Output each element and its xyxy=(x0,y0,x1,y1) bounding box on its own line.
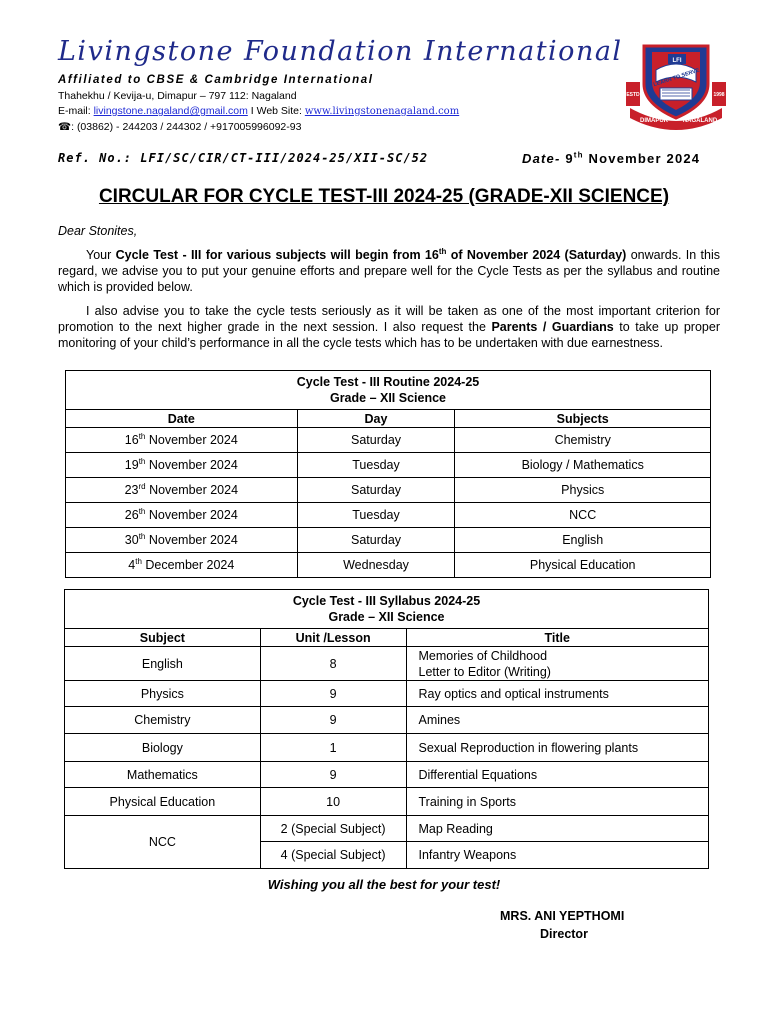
p1-text-d: onwards. In this regard, we advise you to put your genuine efforts and prepare well for the Cycle Tests as per the syllabus and routine which is provided below. xyxy=(58,248,721,294)
p1-text-b: Cycle Test - III for various subjects will begin from 16 xyxy=(115,248,439,262)
syllabus-title-cell: Ray optics and optical instruments xyxy=(406,681,709,707)
table-row xyxy=(66,553,711,578)
syllabus-unit: 10 xyxy=(260,788,406,816)
syllabus-title-cell: Infantry Weapons xyxy=(406,842,709,869)
website-link[interactable]: www.livingstonenagaland.com xyxy=(304,106,460,117)
routine-subject: NCC xyxy=(455,503,711,528)
phone-line: ☎: (03862) - 244203 / 244302 / +917005996092-93 xyxy=(58,121,302,133)
syllabus-unit: 9 xyxy=(260,762,406,788)
syllabus-title-cell: Training in Sports xyxy=(406,788,709,816)
routine-day: Tuesday xyxy=(297,453,455,478)
p1-text-c: of November 2024 (Saturday) xyxy=(446,248,627,262)
table-row xyxy=(66,428,711,453)
syllabus-title-cell: Differential Equations xyxy=(406,762,709,788)
routine-subject: Physical Education xyxy=(455,553,711,578)
signatory-designation: Director xyxy=(540,927,588,941)
date-suffix: th xyxy=(573,150,584,160)
routine-subtitle: Grade – XII Science xyxy=(329,391,447,405)
routine-subject: Chemistry xyxy=(455,428,711,453)
syllabus-subject: Mathematics xyxy=(65,762,261,788)
syllabus-subject: Physical Education xyxy=(65,788,261,816)
table-row xyxy=(66,478,711,503)
logo-bottom-right-text: NAGALAND xyxy=(682,118,718,124)
routine-date: 4th December 2024 xyxy=(66,553,298,578)
table-row xyxy=(65,816,709,842)
routine-title: Cycle Test - III Routine 2024-25 xyxy=(296,375,480,389)
syllabus-unit: 9 xyxy=(260,681,406,707)
web-label: I Web Site: xyxy=(247,105,305,117)
syllabus-subject: NCC xyxy=(65,816,261,869)
email-label: E-mail: xyxy=(58,105,94,117)
routine-date: 23rd November 2024 xyxy=(66,478,298,503)
date-rest: November 2024 xyxy=(588,151,701,166)
routine-table xyxy=(65,370,711,578)
syllabus-unit: 2 (Special Subject) xyxy=(260,816,406,842)
signatory-name: MRS. ANI YEPTHOMI xyxy=(500,909,625,923)
reference-number xyxy=(58,151,428,165)
table-row xyxy=(66,528,711,553)
email-link[interactable]: livingstone.nagaland@gmail.com xyxy=(93,105,248,117)
date-label: Date- xyxy=(522,151,561,166)
routine-date: 26th November 2024 xyxy=(66,503,298,528)
syllabus-unit: 1 xyxy=(260,734,406,762)
ref-label: Ref. No.: xyxy=(58,151,133,165)
p2-text-b: Parents / Guardians xyxy=(491,320,614,334)
school-crest-logo xyxy=(622,38,730,130)
syllabus-title-cell: Memories of Childhood Letter to Editor (Writing) xyxy=(406,647,709,681)
syllabus-header-unit: Unit /Lesson xyxy=(260,629,406,647)
contact-line xyxy=(58,105,459,117)
logo-bottom-left-text: DIMAPUR xyxy=(640,118,668,124)
table-row xyxy=(65,647,709,681)
greeting: Dear Stonites, xyxy=(58,224,138,238)
syllabus-title-cell: Amines xyxy=(406,707,709,734)
syllabus-subject: Biology xyxy=(65,734,261,762)
routine-subject: Physics xyxy=(455,478,711,503)
routine-header-subjects: Subjects xyxy=(455,410,711,428)
table-row xyxy=(66,453,711,478)
syllabus-unit: 8 xyxy=(260,647,406,681)
routine-date: 16th November 2024 xyxy=(66,428,298,453)
syllabus-title: Cycle Test - III Syllabus 2024-25 xyxy=(292,594,481,608)
table-row xyxy=(65,681,709,707)
table-row xyxy=(66,503,711,528)
syllabus-subject: Physics xyxy=(65,681,261,707)
logo-center-text: LFI xyxy=(672,58,682,64)
circular-title: CIRCULAR FOR CYCLE TEST-III 2024-25 (GRADE-XII SCIENCE) xyxy=(98,186,670,207)
syllabus-table xyxy=(64,589,709,869)
telephone-icon: ☎ xyxy=(58,121,72,133)
table-row xyxy=(65,734,709,762)
phone-numbers: (03862) - 244203 / 244302 / +917005996092-93 xyxy=(76,121,302,133)
routine-day: Saturday xyxy=(297,528,455,553)
closing-wish: Wishing you all the best for your test! xyxy=(267,877,501,892)
p1-sup: th xyxy=(438,246,447,256)
syllabus-subtitle: Grade – XII Science xyxy=(328,610,445,624)
routine-day: Saturday xyxy=(297,428,455,453)
routine-subject: English xyxy=(455,528,711,553)
routine-day: Tuesday xyxy=(297,503,455,528)
routine-date: 30th November 2024 xyxy=(66,528,298,553)
table-row xyxy=(65,788,709,816)
paragraph-2 xyxy=(58,303,720,351)
school-name: Livingstone Foundation International xyxy=(58,36,623,67)
address: Thahekhu / Kevija-u, Dimapur – 797 112: Nagaland xyxy=(58,90,297,102)
table-row xyxy=(65,707,709,734)
syllabus-subject: Chemistry xyxy=(65,707,261,734)
routine-caption xyxy=(66,371,711,410)
logo-left-text: ESTD xyxy=(626,92,640,98)
affiliation: Affiliated to CBSE & Cambridge International xyxy=(58,74,374,86)
p2-text-c: to take up proper monitoring of your child’s performance in all the cycle tests which has to be undertaken with due earnestness. xyxy=(58,320,720,350)
circular-date xyxy=(522,151,700,166)
paragraph-1 xyxy=(58,247,720,295)
syllabus-unit: 4 (Special Subject) xyxy=(260,842,406,869)
syllabus-header-subject: Subject xyxy=(65,629,261,647)
routine-day: Wednesday xyxy=(297,553,455,578)
ref-value: LFI/SC/CIR/CT-III/2024-25/XII-SC/52 xyxy=(140,151,429,165)
syllabus-caption xyxy=(65,590,709,629)
syllabus-header-title: Title xyxy=(406,629,709,647)
syllabus-title-cell: Map Reading xyxy=(406,816,709,842)
routine-subject: Biology / Mathematics xyxy=(455,453,711,478)
date-day: 9 xyxy=(565,151,574,166)
p2-text-a: I also advise you to take the cycle tests seriously as it will be taken as one of the most important criterion for promotion to the next higher grade in the next session. I also request the xyxy=(58,304,720,334)
p1-text-a: Your xyxy=(86,248,116,262)
logo-right-text: 1998 xyxy=(713,92,725,98)
routine-day: Saturday xyxy=(297,478,455,503)
routine-date: 19th November 2024 xyxy=(66,453,298,478)
syllabus-title-cell: Sexual Reproduction in flowering plants xyxy=(406,734,709,762)
routine-header-day: Day xyxy=(297,410,455,428)
syllabus-unit: 9 xyxy=(260,707,406,734)
syllabus-subject: English xyxy=(65,647,261,681)
logo-banner-text: LEARN TO SERVE xyxy=(652,67,701,89)
table-row xyxy=(65,762,709,788)
routine-header-date: Date xyxy=(66,410,298,428)
